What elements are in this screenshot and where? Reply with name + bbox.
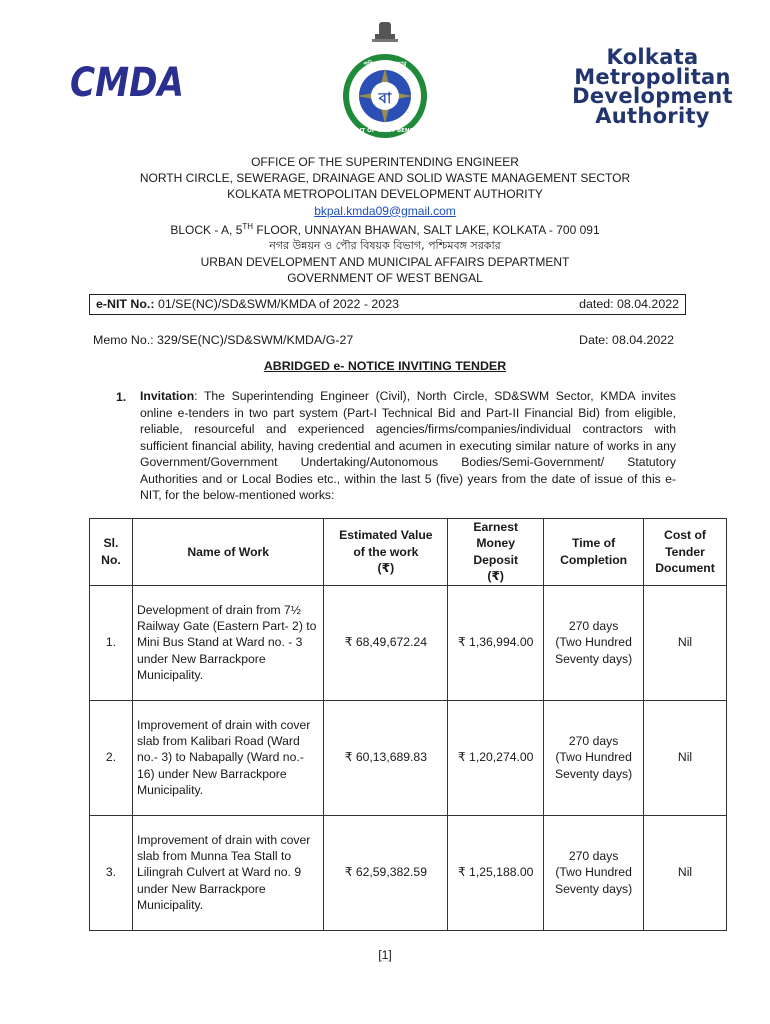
row-emd: ₹ 1,25,188.00 [448, 815, 544, 930]
row-estimate: ₹ 68,49,672.24 [324, 585, 448, 700]
header-cost: Cost of Tender Document [644, 519, 727, 586]
table-header-row [90, 519, 727, 586]
kmda-line-1: Kolkata [606, 45, 699, 69]
header-sl: Sl. No. [90, 519, 133, 586]
header-address: BLOCK - A, 5TH FLOOR, UNNAYAN BHAWAN, SALT LAKE, KOLKATA - 700 091 [170, 221, 600, 237]
row-emd: ₹ 1,36,994.00 [448, 585, 544, 700]
header-emd: Earnest Money Deposit (₹) [448, 519, 544, 586]
header-name: Name of Work [132, 519, 324, 586]
header-time: Time of Completion [544, 519, 644, 586]
header-line-office: OFFICE OF THE SUPERINTENDING ENGINEER [251, 155, 519, 169]
cmda-logo [68, 58, 186, 106]
office-header [60, 154, 710, 287]
row-name: Development of drain from 7½ Railway Gate (Eastern Part- 2) to Mini Bus Stand at Ward no. - 3 under New Barrackpore Municipality. [132, 585, 324, 700]
row-time: 270 days (Two Hundred Seventy days) [544, 585, 644, 700]
row-estimate: ₹ 60,13,689.83 [324, 700, 448, 815]
row-cost: Nil [644, 700, 727, 815]
west-bengal-emblem [335, 18, 435, 140]
header-bengali-line: নগর উন্নয়ন ও পৌর বিষয়ক বিভাগ, পশ্চিমবঙ্গ সরকার [269, 239, 501, 253]
table-row [90, 700, 727, 815]
row-estimate: ₹ 62,59,382.59 [324, 815, 448, 930]
cmda-logo-text: CMDA [70, 60, 184, 106]
notice-title: ABRIDGED e- NOTICE INVITING TENDER [263, 359, 507, 373]
emblem-text-bottom: GOVT OF WEST BENGAL [348, 128, 422, 134]
works-table [89, 518, 727, 931]
row-name: Improvement of drain with cover slab from Kalibari Road (Ward no.- 3) to Nabapally (Ward no.- 16) under New Barrackpore Municipality. [132, 700, 324, 815]
ashoka-lion-icon [372, 22, 398, 42]
table-row [90, 815, 727, 930]
enit-dated: dated: 08.04.2022 [579, 297, 679, 311]
invitation-paragraph [140, 388, 676, 504]
header-line-circle: NORTH CIRCLE, SEWERAGE, DRAINAGE AND SOLID WASTE MANAGEMENT SECTOR [139, 171, 631, 186]
emblem-center-glyph: বা [378, 89, 392, 107]
row-sl: 3. [90, 815, 133, 930]
table-row [90, 585, 727, 700]
invitation-number: 1. [116, 390, 127, 404]
row-emd: ₹ 1,20,274.00 [448, 700, 544, 815]
row-cost: Nil [644, 585, 727, 700]
header-estimate: Estimated Value of the work (₹) [324, 519, 448, 586]
invitation-text: : The Superintending Engineer (Civil), North Circle, SD&SWM Sector, KMDA invites online e-tenders in two part system (Part-I Technical Bid and Part-II Financial Bid) from eligible, reliable, resourceful and experienced agencies/firms/companies/individual contractors with sufficient financial ability, having credential and acumen in executing similar nature of works in any Government/Government Undertaking/Autonomous Bodies/Semi-Government/ Statutory Authorities and or Local Bodies etc., within the last 5 (five) years from the date of issue of this e-NIT, for the below-mentioned works: [140, 389, 676, 502]
page-number: [1] [378, 948, 392, 962]
kmda-wordmark [560, 45, 745, 128]
header-line-department: URBAN DEVELOPMENT AND MUNICIPAL AFFAIRS DEPARTMENT [200, 255, 570, 270]
row-sl: 2. [90, 700, 133, 815]
enit-number: e-NIT No.: 01/SE(NC)/SD&SWM/KMDA of 2022 - 2023 [96, 297, 399, 311]
email-link[interactable]: bkpal.kmda09@gmail.com [314, 203, 456, 218]
memo-number: Memo No.: 329/SE(NC)/SD&SWM/KMDA/G-27 [93, 333, 354, 347]
header-line-government: GOVERNMENT OF WEST BENGAL [287, 271, 483, 286]
enit-box [89, 294, 686, 315]
kmda-line-2: Metropolitan [574, 64, 731, 89]
memo-date: Date: 08.04.2022 [579, 333, 675, 347]
row-name: Improvement of drain with cover slab from Munna Tea Stall to Lilingrah Culvert at Ward no. 9 under New Barrackpore Municipality. [132, 815, 324, 930]
kmda-line-4: Authority [595, 103, 710, 128]
invitation-label: Invitation [140, 389, 195, 403]
row-time: 270 days (Two Hundred Seventy days) [544, 700, 644, 815]
row-time: 270 days (Two Hundred Seventy days) [544, 815, 644, 930]
kmda-line-3: Development [572, 84, 733, 108]
header-line-authority: KOLKATA METROPOLITAN DEVELOPMENT AUTHORITY [227, 187, 543, 202]
row-cost: Nil [644, 815, 727, 930]
row-sl: 1. [90, 585, 133, 700]
emblem-text-top: পশ্চিমবঙ্গ সরকার [363, 60, 407, 68]
